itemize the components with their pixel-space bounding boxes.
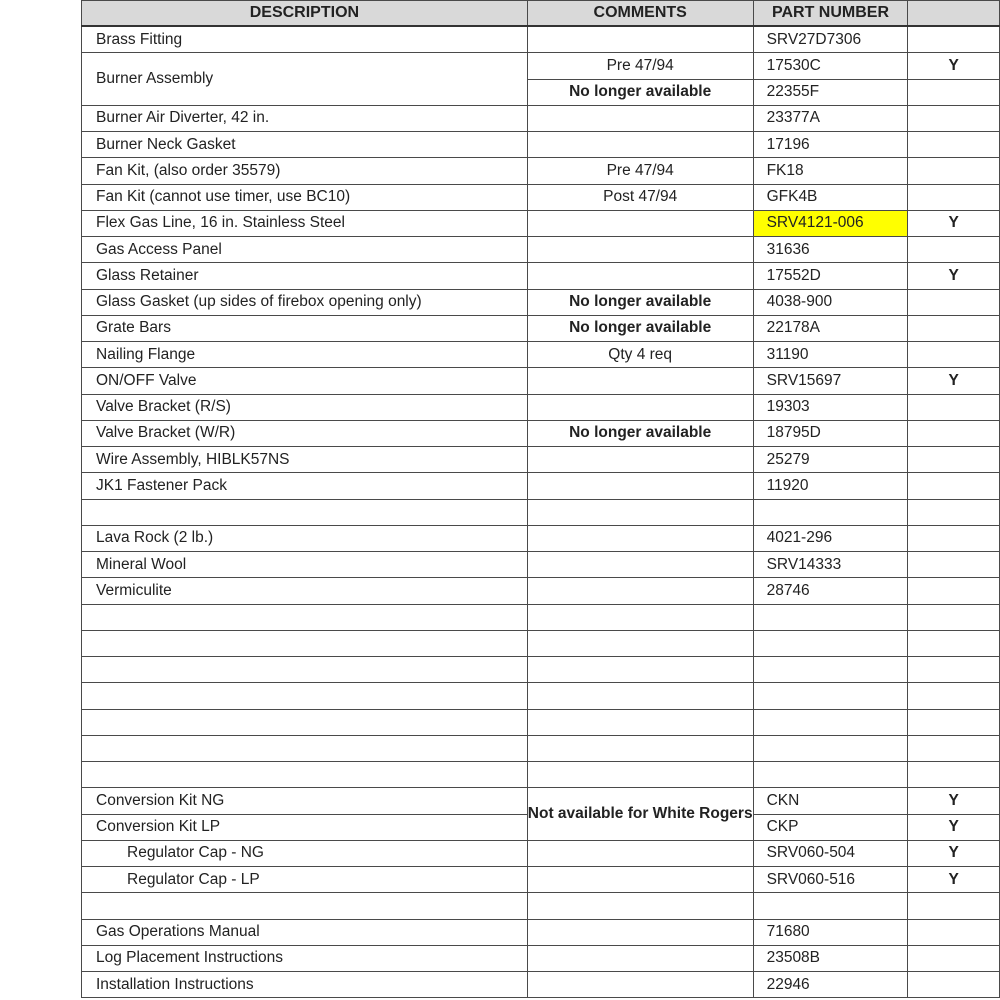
part-number-cell: SRV27D7306 (753, 26, 908, 53)
part-number-cell (753, 893, 908, 919)
flag-cell (908, 525, 1000, 551)
comment-cell: No longer available (527, 315, 753, 341)
flag-cell: Y (908, 840, 1000, 866)
description-cell: Mineral Wool (82, 552, 528, 578)
table-row (82, 762, 1000, 788)
part-number-cell (753, 630, 908, 656)
description-cell (82, 499, 528, 525)
comment-cell (527, 237, 753, 263)
flag-cell: Y (908, 263, 1000, 289)
table-row (82, 210, 1000, 236)
flag-cell (908, 342, 1000, 368)
part-number-cell: SRV14333 (753, 552, 908, 578)
table-row (82, 604, 1000, 630)
comment-cell: Post 47/94 (527, 184, 753, 210)
table-row (82, 630, 1000, 656)
description-cell: Burner Air Diverter, 42 in. (82, 105, 528, 131)
description-cell: Fan Kit, (also order 35579) (82, 158, 528, 184)
part-number-cell (753, 762, 908, 788)
part-number-cell: SRV060-504 (753, 840, 908, 866)
table-row (82, 420, 1000, 446)
table-row (82, 473, 1000, 499)
flag-cell (908, 447, 1000, 473)
flag-cell: Y (908, 53, 1000, 79)
description-cell: Vermiculite (82, 578, 528, 604)
table-row (82, 132, 1000, 158)
description-cell (82, 604, 528, 630)
part-number-cell: 18795D (753, 420, 908, 446)
table-row (82, 893, 1000, 919)
table-row (82, 342, 1000, 368)
comment-cell (527, 709, 753, 735)
comment-cell (527, 762, 753, 788)
comment-cell (527, 945, 753, 971)
part-number-cell (753, 709, 908, 735)
table-row (82, 657, 1000, 683)
flag-cell (908, 893, 1000, 919)
description-cell: Glass Gasket (up sides of firebox opening only) (82, 289, 528, 315)
comment-cell (527, 840, 753, 866)
comment-cell (527, 657, 753, 683)
table-row (82, 315, 1000, 341)
part-number-cell: CKP (753, 814, 908, 840)
comment-cell (527, 368, 753, 394)
part-number-cell: 4038-900 (753, 289, 908, 315)
flag-cell: Y (908, 210, 1000, 236)
table-row (82, 184, 1000, 210)
flag-cell (908, 237, 1000, 263)
table-row (82, 972, 1000, 998)
description-cell: Flex Gas Line, 16 in. Stainless Steel (82, 210, 528, 236)
description-cell: JK1 Fastener Pack (82, 473, 528, 499)
description-cell (82, 762, 528, 788)
header-flag (908, 1, 1000, 27)
table-row (82, 53, 1000, 79)
part-number-cell: 17530C (753, 53, 908, 79)
table-row (82, 158, 1000, 184)
table-row (82, 394, 1000, 420)
flag-cell (908, 972, 1000, 998)
table-row (82, 237, 1000, 263)
table-row (82, 499, 1000, 525)
description-cell: Regulator Cap - LP (82, 867, 528, 893)
flag-cell (908, 158, 1000, 184)
flag-cell (908, 420, 1000, 446)
flag-cell (908, 184, 1000, 210)
comment-cell (527, 499, 753, 525)
table-row (82, 840, 1000, 866)
description-cell: Lava Rock (2 lb.) (82, 525, 528, 551)
comment-cell (527, 630, 753, 656)
part-number-cell: CKN (753, 788, 908, 814)
header-row (82, 1, 1000, 27)
table-row (82, 867, 1000, 893)
table-row (82, 578, 1000, 604)
part-number-cell: 11920 (753, 473, 908, 499)
parts-table (81, 0, 1000, 998)
table-row (82, 525, 1000, 551)
flag-cell (908, 762, 1000, 788)
description-cell: Burner Neck Gasket (82, 132, 528, 158)
flag-cell (908, 26, 1000, 53)
comment-cell (527, 132, 753, 158)
flag-cell (908, 630, 1000, 656)
part-number-cell (753, 657, 908, 683)
comment-cell (527, 867, 753, 893)
part-number-cell: 31636 (753, 237, 908, 263)
comment-cell (527, 604, 753, 630)
comment-cell (527, 447, 753, 473)
description-cell: ON/OFF Valve (82, 368, 528, 394)
flag-cell (908, 315, 1000, 341)
comment-cell: Pre 47/94 (527, 158, 753, 184)
description-cell: Fan Kit (cannot use timer, use BC10) (82, 184, 528, 210)
flag-cell (908, 105, 1000, 131)
flag-cell (908, 473, 1000, 499)
flag-cell: Y (908, 867, 1000, 893)
table-row (82, 683, 1000, 709)
table-row (82, 447, 1000, 473)
description-cell: Brass Fitting (82, 26, 528, 53)
description-cell (82, 630, 528, 656)
table-row (82, 368, 1000, 394)
description-cell (82, 709, 528, 735)
flag-cell (908, 289, 1000, 315)
table-row (82, 552, 1000, 578)
part-number-cell (753, 683, 908, 709)
description-cell (82, 657, 528, 683)
part-number-cell: 17552D (753, 263, 908, 289)
flag-cell (908, 683, 1000, 709)
part-number-cell: 31190 (753, 342, 908, 368)
part-number-cell: 23377A (753, 105, 908, 131)
description-cell: Nailing Flange (82, 342, 528, 368)
flag-cell (908, 578, 1000, 604)
description-cell: Conversion Kit NG (82, 788, 528, 814)
comment-cell (527, 578, 753, 604)
comment-cell (527, 893, 753, 919)
comment-cell (527, 972, 753, 998)
flag-cell (908, 394, 1000, 420)
table-row (82, 788, 1000, 814)
header-comments: COMMENTS (527, 1, 753, 27)
description-cell: Installation Instructions (82, 972, 528, 998)
flag-cell: Y (908, 368, 1000, 394)
part-number-cell: 28746 (753, 578, 908, 604)
comment-cell (527, 394, 753, 420)
flag-cell (908, 552, 1000, 578)
comment-cell: Pre 47/94 (527, 53, 753, 79)
flag-cell (908, 919, 1000, 945)
table-row (82, 289, 1000, 315)
description-cell: Grate Bars (82, 315, 528, 341)
comment-cell (527, 210, 753, 236)
part-number-cell (753, 604, 908, 630)
comment-cell (527, 552, 753, 578)
description-cell: Valve Bracket (W/R) (82, 420, 528, 446)
flag-cell (908, 604, 1000, 630)
header-part-number: PART NUMBER (753, 1, 908, 27)
comment-cell: No longer available (527, 79, 753, 105)
description-cell (82, 683, 528, 709)
comment-cell (527, 105, 753, 131)
part-number-cell: SRV060-516 (753, 867, 908, 893)
flag-cell: Y (908, 814, 1000, 840)
highlighted-part-number-cell: SRV4121-006 (753, 210, 908, 236)
table-row (82, 263, 1000, 289)
flag-cell (908, 657, 1000, 683)
flag-cell (908, 709, 1000, 735)
description-cell: Conversion Kit LP (82, 814, 528, 840)
header-description: DESCRIPTION (82, 1, 528, 27)
comment-cell (527, 26, 753, 53)
table-row (82, 735, 1000, 761)
description-cell: Log Placement Instructions (82, 945, 528, 971)
comment-cell (527, 473, 753, 499)
flag-cell: Y (908, 788, 1000, 814)
description-cell: Glass Retainer (82, 263, 528, 289)
part-number-cell: 17196 (753, 132, 908, 158)
flag-cell (908, 945, 1000, 971)
part-number-cell: SRV15697 (753, 368, 908, 394)
description-cell: Gas Access Panel (82, 237, 528, 263)
part-number-cell: GFK4B (753, 184, 908, 210)
comment-cell: No longer available (527, 420, 753, 446)
description-cell (82, 735, 528, 761)
part-number-cell: 22178A (753, 315, 908, 341)
part-number-cell (753, 735, 908, 761)
flag-cell (908, 132, 1000, 158)
description-cell: Gas Operations Manual (82, 919, 528, 945)
table-row (82, 26, 1000, 53)
comment-cell (527, 735, 753, 761)
description-cell (82, 893, 528, 919)
description-cell: Regulator Cap - NG (82, 840, 528, 866)
description-cell: Valve Bracket (R/S) (82, 394, 528, 420)
part-number-cell: 23508B (753, 945, 908, 971)
table-row (82, 945, 1000, 971)
comment-cell (527, 683, 753, 709)
part-number-cell: FK18 (753, 158, 908, 184)
part-number-cell: 22946 (753, 972, 908, 998)
comment-cell: No longer available (527, 289, 753, 315)
part-number-cell: 22355F (753, 79, 908, 105)
part-number-cell (753, 499, 908, 525)
part-number-cell: 25279 (753, 447, 908, 473)
part-number-cell: 71680 (753, 919, 908, 945)
description-cell: Wire Assembly, HIBLK57NS (82, 447, 528, 473)
table-row (82, 709, 1000, 735)
comment-cell (527, 263, 753, 289)
comment-cell: Qty 4 req (527, 342, 753, 368)
flag-cell (908, 79, 1000, 105)
description-cell: Burner Assembly (82, 53, 528, 106)
flag-cell (908, 735, 1000, 761)
comment-cell (527, 919, 753, 945)
part-number-cell: 19303 (753, 394, 908, 420)
comment-cell (527, 525, 753, 551)
table-row (82, 919, 1000, 945)
table-row (82, 105, 1000, 131)
comment-cell: Not available for White Rogers (527, 788, 753, 841)
flag-cell (908, 499, 1000, 525)
part-number-cell: 4021-296 (753, 525, 908, 551)
